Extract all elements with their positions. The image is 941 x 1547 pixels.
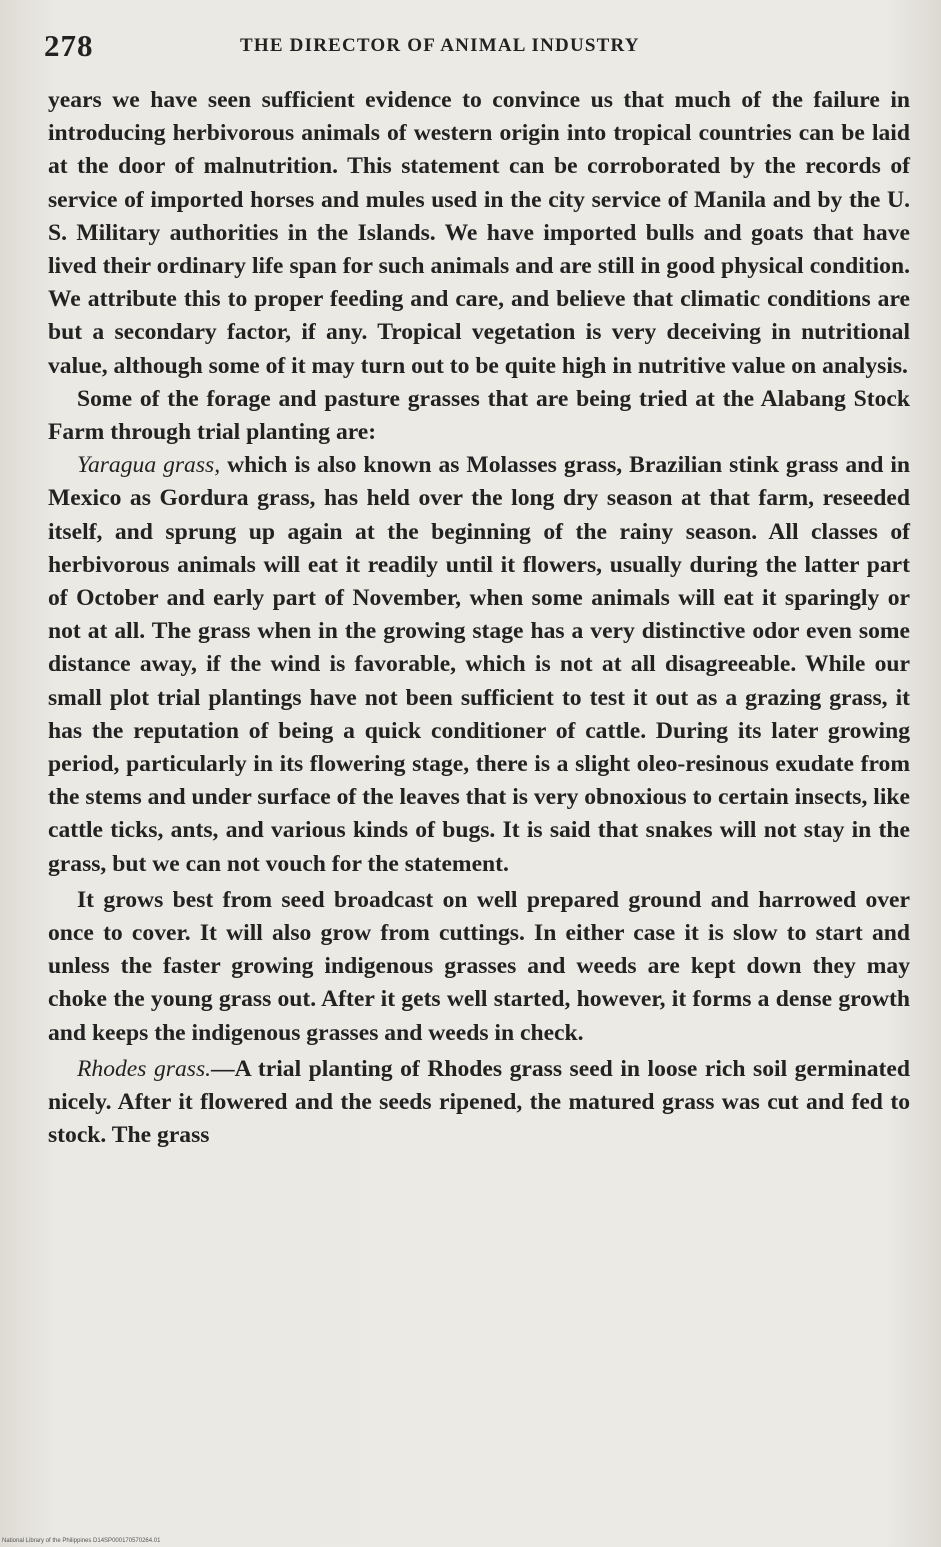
running-head: THE DIRECTOR OF ANIMAL INDUSTRY xyxy=(240,35,640,56)
page-header xyxy=(44,28,911,68)
paragraph-3-text: which is also known as Molasses grass, Brazilian stink grass and in Mexico as Gordura grass, has held over the long dry season at that farm, reseeded itself, and sprung up again at the beginning of the rainy season. All classes of herbivorous animals will eat it readily until it flowers, usually during the latter part of October and early part of November, when some animals will eat it sparingly or not at all. The grass when in the growing stage has a very distinctive odor even some distance away, if the wind is favorable, which is not at all disagreeable. While our small plot trial plantings have not been sufficient to test it out as a grazing grass, it has the reputation of being a quick conditioner of cattle. During its later growing period, particularly in its flowering stage, there is a slight oleo-resinous exudate from the stems and under surface of the leaves that is very obnoxious to certain insects, like cattle ticks, ants, and various kinds of bugs. It is said that snakes will not stay in the grass, but we can not vouch for the statement. xyxy=(48,452,910,877)
paragraph-5 xyxy=(48,1053,910,1153)
paragraph-4 xyxy=(48,884,910,1050)
paragraph-2-text: Some of the forage and pasture grasses that are being tried at the Alabang Stock Farm through trial planting are: xyxy=(48,385,910,446)
library-stamp: National Library of the Philippines D14SP000170570264.01 xyxy=(2,1538,161,1544)
paragraph-3 xyxy=(48,449,910,881)
paragraph-4-text: It grows best from seed broadcast on well prepared ground and harrowed over once to cover. It will also grow from cuttings. In either case it is slow to start and unless the faster growing indigenous grasses and weeds are kept down they may choke the young grass out. After it gets well started, however, it forms a dense growth and keeps the indigenous grasses and weeds in check. xyxy=(48,886,910,1046)
yaragua-grass-heading: Yaragua grass, xyxy=(77,452,221,479)
paragraph-2 xyxy=(48,383,910,449)
page-number: 278 xyxy=(44,28,94,63)
rhodes-grass-heading: Rhodes grass. xyxy=(77,1055,212,1082)
body-text xyxy=(48,84,910,1153)
paragraph-5-text: —A trial planting of Rhodes grass seed in loose rich soil germinated nicely. After it flowered and the seeds ripened, the matured grass was cut and fed to stock. The grass xyxy=(48,1055,910,1149)
paragraph-1: years we have seen sufficient evidence to convince us that much of the failure in introducing herbivorous animals of western origin into tropical countries can be laid at the door of malnutrition. This statement can be corroborated by the records of service of imported horses and mules used in the city service of Manila and by the U. S. Military authorities in the Islands. We have imported bulls and goats that have lived their ordinary life span for such animals and are still in good physical condition. We attribute this to proper feeding and care, and believe that climatic conditions are but a secondary factor, if any. Tropical vegetation is very deceiving in nutritional value, although some of it may turn out to be quite high in nutritive value on analysis. xyxy=(48,87,910,379)
